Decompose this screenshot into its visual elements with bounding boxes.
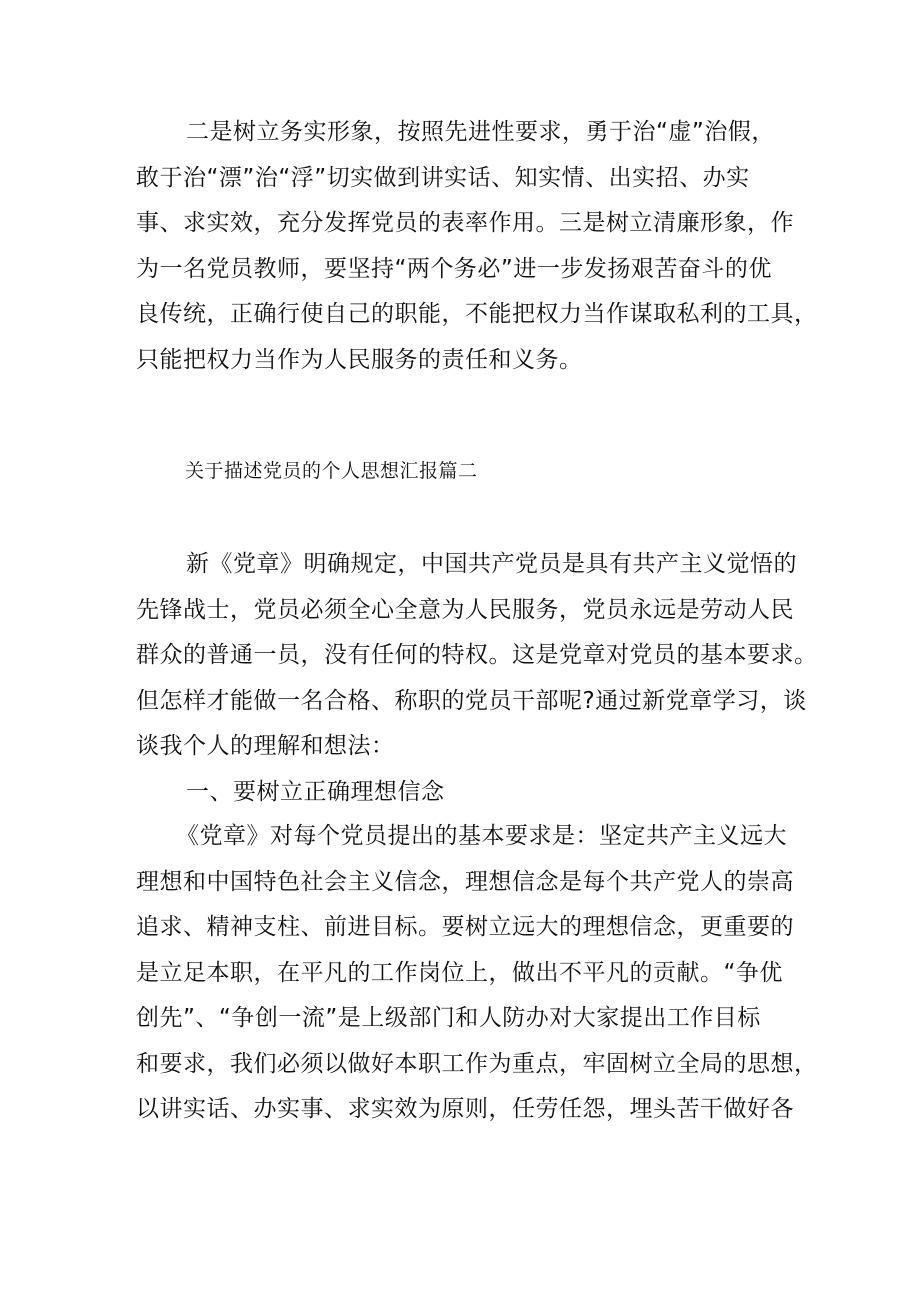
subheading-text: 一、要树立正确理想信念 bbox=[186, 779, 445, 805]
paragraph-line: 追求、精神支柱、前进目标。要树立远大的理想信念，更重要的 bbox=[136, 914, 794, 940]
paragraph-line: 事、求实效，充分发挥党员的表率作用。三是树立清廉形象，作 bbox=[136, 210, 794, 236]
paragraph-line: 新《党章》明确规定，中国共产党员是具有共产主义觉悟的 bbox=[186, 551, 797, 577]
paragraph-line: 但怎样才能做一名合格、称职的党员干部呢?通过新党章学习，谈 bbox=[136, 687, 807, 714]
paragraph-line: 《党章》对每个党员提出的基本要求是：坚定共产主义远大 bbox=[176, 823, 787, 849]
paragraph-2 bbox=[136, 542, 818, 770]
paragraph-line: 二是树立务实形象，按照先进性要求，勇于治“虚”治假， bbox=[186, 119, 775, 145]
paragraph-line: 只能把权力当作为人民服务的责任和义务。 bbox=[136, 346, 583, 373]
paragraph-line: 谈我个人的理解和想法： bbox=[136, 733, 395, 759]
paragraph-line: 和要求，我们必须以做好本职工作为重点，牢固树立全局的思想， bbox=[136, 1050, 818, 1077]
paragraph-line: 先锋战士，党员必须全心全意为人民服务，党员永远是劳动人民 bbox=[136, 596, 794, 623]
paragraph-line: 创先”、“争创一流”是上级部门和人防办对大家提出工作目标 bbox=[136, 1005, 761, 1031]
paragraph-line: 为一名党员教师，要坚持“两个务必”进一步发扬艰苦奋斗的优 bbox=[136, 255, 772, 282]
section-title: 关于描述党员的个人思想汇报篇二 bbox=[185, 460, 478, 482]
paragraph-3 bbox=[136, 814, 818, 1133]
subheading-1 bbox=[186, 770, 445, 816]
paragraph-1 bbox=[136, 110, 818, 383]
paragraph-line: 理想和中国特色社会主义信念，理想信念是每个共产党人的崇高 bbox=[136, 868, 794, 895]
paragraph-line: 良传统，正确行使自己的职能，不能把权力当作谋取私利的工具， bbox=[136, 301, 818, 327]
paragraph-line: 是立足本职，在平凡的工作岗位上，做出不平凡的贡献。“争优 bbox=[136, 959, 783, 986]
paragraph-line: 敢于治“漂”治“浮”切实做到讲实话、知实情、出实招、办实 bbox=[136, 164, 750, 191]
paragraph-line: 以讲实话、办实事、求实效为原则，任劳任怨，埋头苦干做好各 bbox=[136, 1096, 794, 1122]
paragraph-line: 群众的普通一员，没有任何的特权。这是党章对党员的基本要求。 bbox=[136, 642, 818, 668]
